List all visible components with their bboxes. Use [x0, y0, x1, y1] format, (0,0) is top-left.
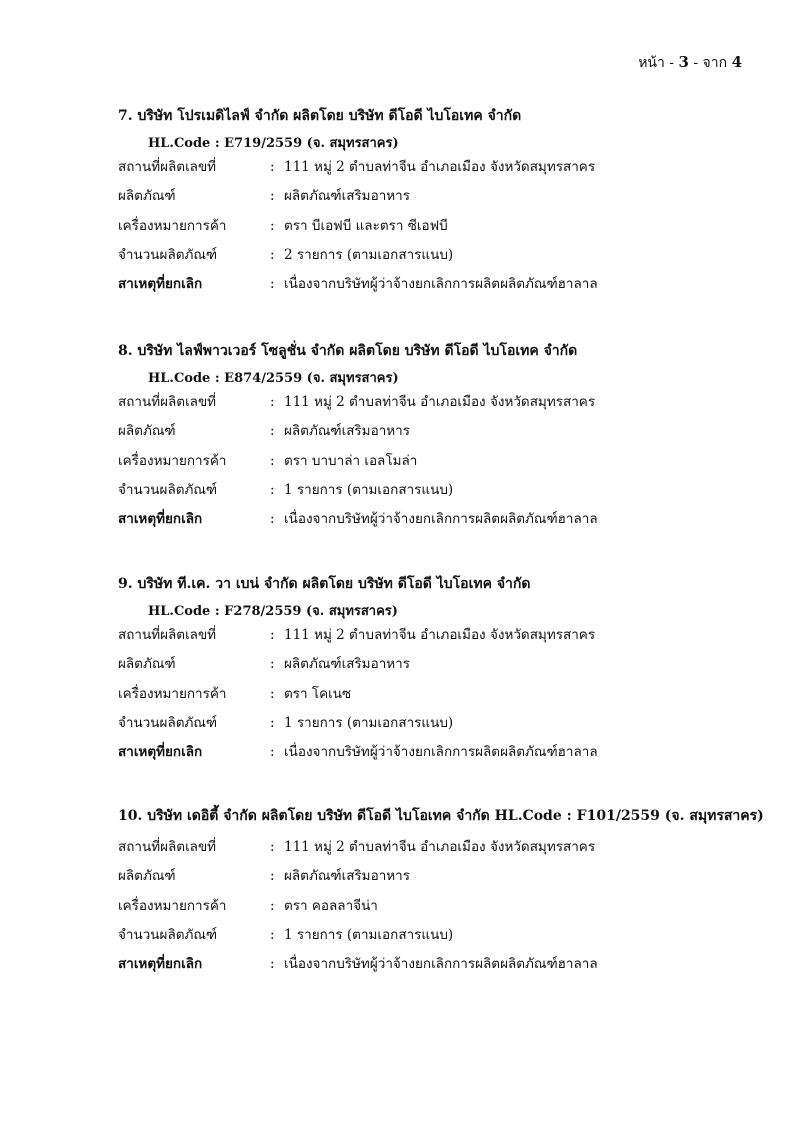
field-label: สาเหตุที่ยกเลิก [118, 276, 203, 293]
page-number [638, 52, 742, 74]
field-colon: : [270, 217, 275, 234]
field-label: ผลิตภัณฑ์ [118, 188, 176, 205]
field-value: ตรา โคเนซ [284, 685, 352, 702]
field-label: สถานที่ผลิตเลขที่ [118, 839, 217, 855]
field-colon: : [270, 423, 275, 440]
field-label: เครื่องหมายการค้า [118, 897, 227, 914]
field-value: 1 รายการ (ตามเอกสารแนบ) [284, 481, 454, 498]
field-colon: : [270, 956, 275, 973]
field-colon: : [270, 744, 275, 761]
entry-9 [118, 573, 758, 769]
field-trademark [118, 449, 758, 478]
field-count [118, 478, 758, 507]
field-colon: : [270, 188, 275, 205]
field-colon: : [270, 159, 275, 175]
field-label: จำนวนผลิตภัณฑ์ [118, 481, 218, 498]
field-value: เนื่องจากบริษัทผู้ว่าจ้างยกเลิกการผลิตผลิตภัณฑ์ฮาลาล [284, 744, 598, 761]
field-colon: : [270, 839, 275, 855]
field-trademark [118, 682, 758, 711]
field-value: 111 หมู่ 2 ตำบลท่าจีน อำเภอเมือง จังหวัดสมุทรสาคร [284, 627, 596, 643]
field-colon: : [270, 926, 275, 943]
field-colon: : [270, 685, 275, 702]
field-colon: : [270, 511, 275, 528]
field-label: จำนวนผลิตภัณฑ์ [118, 714, 218, 731]
field-location [118, 390, 758, 419]
field-value: 111 หมู่ 2 ตำบลท่าจีน อำเภอเมือง จังหวัดสมุทรสาคร [284, 159, 596, 175]
field-colon: : [270, 656, 275, 673]
field-value: เนื่องจากบริษัทผู้ว่าจ้างยกเลิกการผลิตผลิตภัณฑ์ฮาลาล [284, 956, 598, 973]
field-label: จำนวนผลิตภัณฑ์ [118, 926, 218, 943]
field-colon: : [270, 714, 275, 731]
field-colon: : [270, 627, 275, 643]
field-label: ผลิตภัณฑ์ [118, 423, 176, 440]
field-colon: : [270, 868, 275, 885]
field-label: เครื่องหมายการค้า [118, 217, 227, 234]
field-label: สาเหตุที่ยกเลิก [118, 956, 203, 973]
field-value: ตรา บาบาล่า เอลโมล่า [284, 452, 418, 469]
field-reason [118, 952, 758, 981]
field-label: สาเหตุที่ยกเลิก [118, 511, 203, 528]
field-count [118, 243, 758, 272]
field-label: ผลิตภัณฑ์ [118, 868, 176, 885]
field-value: 1 รายการ (ตามเอกสารแนบ) [284, 926, 454, 943]
field-value: 1 รายการ (ตามเอกสารแนบ) [284, 714, 454, 731]
entry-7 [118, 105, 758, 301]
page-number-prefix: หน้า - [638, 55, 675, 71]
entry-8 [118, 340, 758, 536]
field-colon: : [270, 452, 275, 469]
field-reason [118, 272, 758, 301]
field-value: 111 หมู่ 2 ตำบลท่าจีน อำเภอเมือง จังหวัดสมุทรสาคร [284, 394, 596, 410]
field-colon: : [270, 897, 275, 914]
field-product [118, 184, 758, 213]
entry-hl-code: HL.Code : E719/2559 (จ. สมุทรสาคร) [148, 136, 399, 151]
field-value: ตรา บีเอฟบี และตรา ซีเอฟบี [284, 217, 448, 234]
page-number-middle: - จาก [693, 55, 728, 71]
field-colon: : [270, 246, 275, 263]
field-value: ผลิตภัณฑ์เสริมอาหาร [284, 423, 411, 440]
field-location [118, 623, 758, 652]
field-reason [118, 507, 758, 536]
field-value: ผลิตภัณฑ์เสริมอาหาร [284, 188, 411, 205]
field-label: สถานที่ผลิตเลขที่ [118, 627, 217, 643]
field-trademark [118, 214, 758, 243]
field-value: ตรา คอลลาจีน่า [284, 897, 378, 914]
field-colon: : [270, 276, 275, 293]
field-reason [118, 740, 758, 769]
entry-title: 9. บริษัท ที.เค. วา เบน่ จำกัด ผลิตโดย บริษัท ดีโอดี ไบโอเทค จำกัด [118, 576, 531, 592]
field-label: จำนวนผลิตภัณฑ์ [118, 246, 218, 263]
field-label: ผลิตภัณฑ์ [118, 656, 176, 673]
field-value: เนื่องจากบริษัทผู้ว่าจ้างยกเลิกการผลิตผลิตภัณฑ์ฮาลาล [284, 276, 598, 293]
field-value: ผลิตภัณฑ์เสริมอาหาร [284, 868, 411, 885]
field-location [118, 835, 758, 864]
page-number-total: 4 [731, 53, 742, 71]
field-location [118, 155, 758, 184]
field-value: 2 รายการ (ตามเอกสารแนบ) [284, 246, 454, 263]
entry-title: 7. บริษัท โปรเมดิไลฟ์ จำกัด ผลิตโดย บริษัท ดีโอดี ไบโอเทค จำกัด [118, 108, 522, 124]
field-product [118, 864, 758, 893]
field-value: 111 หมู่ 2 ตำบลท่าจีน อำเภอเมือง จังหวัดสมุทรสาคร [284, 839, 596, 855]
entry-hl-code: HL.Code : F278/2559 (จ. สมุทรสาคร) [148, 604, 398, 619]
entry-title: 10. บริษัท เดอิตี้ จำกัด ผลิตโดย บริษัท ดีโอดี ไบโอเทค จำกัด HL.Code : F101/2559 (จ. สมุทรสาคร) [118, 808, 764, 824]
field-count [118, 711, 758, 740]
field-product [118, 652, 758, 681]
field-label: เครื่องหมายการค้า [118, 452, 227, 469]
field-value: ผลิตภัณฑ์เสริมอาหาร [284, 656, 411, 673]
field-trademark [118, 894, 758, 923]
entry-title: 8. บริษัท ไลฟ์พาวเวอร์ โซลูชั่น จำกัด ผลิตโดย บริษัท ดีโอดี ไบโอเทค จำกัด [118, 343, 578, 359]
page-number-current: 3 [678, 53, 689, 71]
field-label: สถานที่ผลิตเลขที่ [118, 394, 217, 410]
field-colon: : [270, 481, 275, 498]
field-count [118, 923, 758, 952]
field-colon: : [270, 394, 275, 410]
entry-10 [118, 805, 764, 981]
field-product [118, 419, 758, 448]
field-value: เนื่องจากบริษัทผู้ว่าจ้างยกเลิกการผลิตผลิตภัณฑ์ฮาลาล [284, 511, 598, 528]
field-label: เครื่องหมายการค้า [118, 685, 227, 702]
field-label: สาเหตุที่ยกเลิก [118, 744, 203, 761]
entry-hl-code: HL.Code : E874/2559 (จ. สมุทรสาคร) [148, 371, 399, 386]
field-label: สถานที่ผลิตเลขที่ [118, 159, 217, 175]
